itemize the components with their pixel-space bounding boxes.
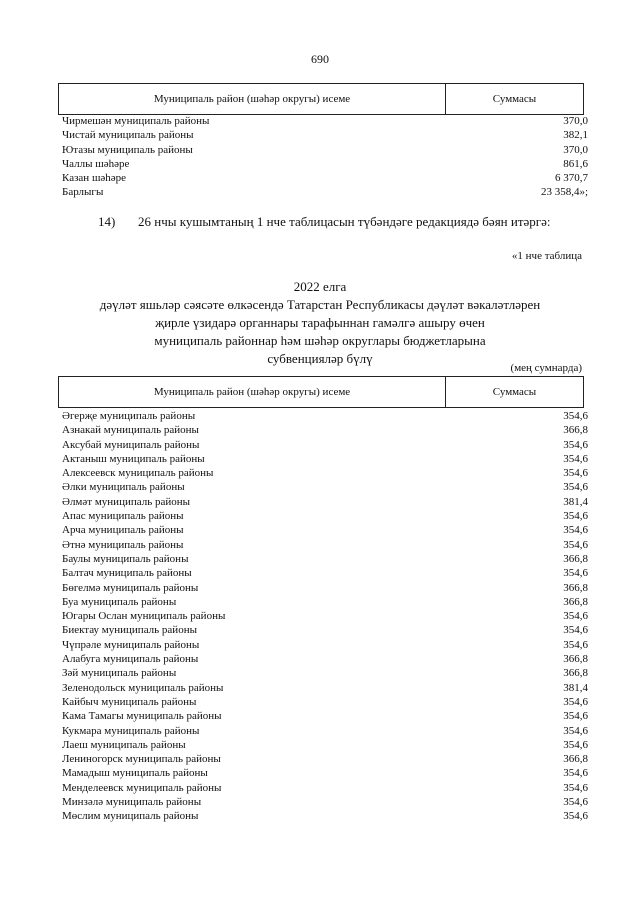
table-row: [62, 666, 588, 680]
title-line-4: муниципаль районнар һәм шәһәр округлары бюджетларына: [154, 333, 486, 348]
table-row: [62, 795, 588, 809]
row-value: 381,4: [563, 681, 588, 694]
table-row: [62, 114, 588, 128]
row-value: 354,6: [563, 810, 588, 823]
row-name: Барлыгы: [62, 186, 104, 199]
row-value: 23 358,4»;: [540, 186, 588, 199]
row-value: 354,6: [563, 610, 588, 623]
table-row: [62, 595, 588, 609]
table-row: [62, 423, 588, 437]
row-value: 6 370,7: [555, 172, 588, 185]
title-line-3: җирле үзидарә органнары тарафыннан гамәлгә ашыру өчен: [155, 315, 485, 330]
row-value: 354,6: [563, 796, 588, 809]
row-value: 366,8: [563, 552, 588, 565]
row-name: Баулы муниципаль районы: [62, 552, 189, 565]
row-value: 366,8: [563, 595, 588, 608]
table-row: [62, 409, 588, 423]
table-row: [62, 566, 588, 580]
table2-header-sum: Суммасы: [492, 386, 537, 398]
table-row: [62, 523, 588, 537]
row-value: 370,0: [563, 143, 588, 156]
table-row: [62, 157, 588, 171]
row-name: Кама Тамагы муниципаль районы: [62, 710, 222, 723]
row-name: Зеленодольск муниципаль районы: [62, 681, 224, 694]
row-name: Апас муниципаль районы: [62, 510, 184, 523]
table-row: [62, 724, 588, 738]
table-row: [62, 480, 588, 494]
row-value: 354,6: [563, 481, 588, 494]
table-row: [62, 752, 588, 766]
row-name: Балтач муниципаль районы: [62, 567, 192, 580]
table-row: [62, 681, 588, 695]
row-name: Аксубай муниципаль районы: [62, 438, 200, 451]
table-row: [62, 438, 588, 452]
row-name: Мамадыш муниципаль районы: [62, 767, 208, 780]
table-note: «1 нче таблица: [511, 250, 582, 262]
row-value: 366,8: [563, 667, 588, 680]
row-value: 354,6: [563, 567, 588, 580]
row-value: 354,6: [563, 710, 588, 723]
row-value: 354,6: [563, 524, 588, 537]
row-value: 354,6: [563, 452, 588, 465]
table-row: [62, 171, 588, 185]
row-name: Алабуга муниципаль районы: [62, 653, 199, 666]
table-row: [62, 452, 588, 466]
row-name: Кукмара муниципаль районы: [62, 724, 200, 737]
row-value: 366,8: [563, 424, 588, 437]
row-value: 354,6: [563, 695, 588, 708]
row-name: Арча муниципаль районы: [62, 524, 184, 537]
row-name: Лаеш муниципаль районы: [62, 738, 186, 751]
table-row: [62, 466, 588, 480]
table-row: [62, 781, 588, 795]
amendment-paragraph: [58, 212, 582, 232]
row-name: Зәй муниципаль районы: [62, 667, 177, 680]
table-row: [62, 766, 588, 780]
title-line-5: субвенцияләр бүлү: [267, 351, 373, 366]
row-value: 354,6: [563, 767, 588, 780]
paragraph-number: 14): [98, 214, 116, 229]
row-value: 354,6: [563, 638, 588, 651]
row-name: Менделеевск муниципаль районы: [62, 781, 222, 794]
page-number: 690: [311, 52, 329, 66]
row-name: Бөгелмә муниципаль районы: [62, 581, 199, 594]
row-name: Ютазы муниципаль районы: [62, 143, 193, 156]
paragraph-text: 26 нчы кушымтаның 1 нче таблицасын түбәндәге редакциядә бәян итәргә:: [138, 214, 551, 229]
table-row: [62, 538, 588, 552]
table-row: [62, 695, 588, 709]
table1-header-sum: Суммасы: [492, 93, 537, 105]
row-name: Әлки муниципаль районы: [62, 481, 185, 494]
table-row: [62, 185, 588, 199]
row-name: Буа муниципаль районы: [62, 595, 177, 608]
row-value: 354,6: [563, 738, 588, 751]
row-name: Лениногорск муниципаль районы: [62, 753, 221, 766]
row-name: Минзәлә муниципаль районы: [62, 796, 202, 809]
row-value: 354,6: [563, 438, 588, 451]
row-value: 354,6: [563, 538, 588, 551]
row-name: Алексеевск муниципаль районы: [62, 467, 214, 480]
row-value: 354,6: [563, 624, 588, 637]
table-row: [62, 509, 588, 523]
row-name: Актаныш муниципаль районы: [62, 452, 205, 465]
table2-header-name: Муниципаль район (шәһәр округы) исеме: [59, 377, 446, 407]
table-row: [62, 143, 588, 157]
table-row: [62, 495, 588, 509]
row-value: 861,6: [563, 157, 588, 170]
table-row: [62, 552, 588, 566]
row-name: Азнакай муниципаль районы: [62, 424, 199, 437]
row-name: Казан шәһәре: [62, 172, 127, 185]
row-value: 354,6: [563, 510, 588, 523]
row-name: Чистай муниципаль районы: [62, 129, 194, 142]
row-name: Кайбыч муниципаль районы: [62, 695, 197, 708]
row-value: 366,8: [563, 581, 588, 594]
row-value: 382,1: [563, 129, 588, 142]
row-name: Чирмешән муниципаль районы: [62, 115, 210, 127]
table-row: [62, 623, 588, 637]
table-row: [62, 609, 588, 623]
table-title: [40, 278, 600, 368]
table-row: [62, 709, 588, 723]
table2-header: [58, 376, 584, 408]
table-row: [62, 638, 588, 652]
row-name: Әгерҗе муниципаль районы: [62, 410, 196, 422]
table-row: [62, 128, 588, 142]
row-name: Биектау муниципаль районы: [62, 624, 197, 637]
table1-header-name: Муниципаль район (шәһәр округы) исеме: [59, 84, 446, 114]
title-line-2: дәүләт яшьләр сәясәте өлкәсендә Татарстан Республикасы дәүләт вәкаләтләрен: [99, 297, 541, 312]
row-value: 370,0: [563, 115, 588, 127]
table1-header: [58, 83, 584, 115]
table-row: [62, 809, 588, 823]
row-name: Мөслим муниципаль районы: [62, 810, 199, 823]
row-name: Чаллы шәһәре: [62, 157, 130, 170]
row-name: Әтнә муниципаль районы: [62, 538, 184, 551]
row-value: 354,6: [563, 724, 588, 737]
table-row: [62, 581, 588, 595]
row-name: Әлмәт муниципаль районы: [62, 495, 191, 508]
table-row: [62, 738, 588, 752]
table1-body: [62, 114, 588, 200]
unit-note: (мең сумнарда): [510, 362, 582, 374]
title-line-1: 2022 елга: [293, 279, 347, 294]
row-name: Чүпрәле муниципаль районы: [62, 638, 200, 651]
row-value: 366,8: [563, 653, 588, 666]
table-row: [62, 652, 588, 666]
row-name: Югары Ослан муниципаль районы: [62, 610, 226, 623]
row-value: 354,6: [563, 467, 588, 480]
table2-body: [62, 409, 588, 824]
row-value: 354,6: [563, 781, 588, 794]
row-value: 366,8: [563, 753, 588, 766]
row-value: 354,6: [563, 410, 588, 422]
row-value: 381,4: [563, 495, 588, 508]
